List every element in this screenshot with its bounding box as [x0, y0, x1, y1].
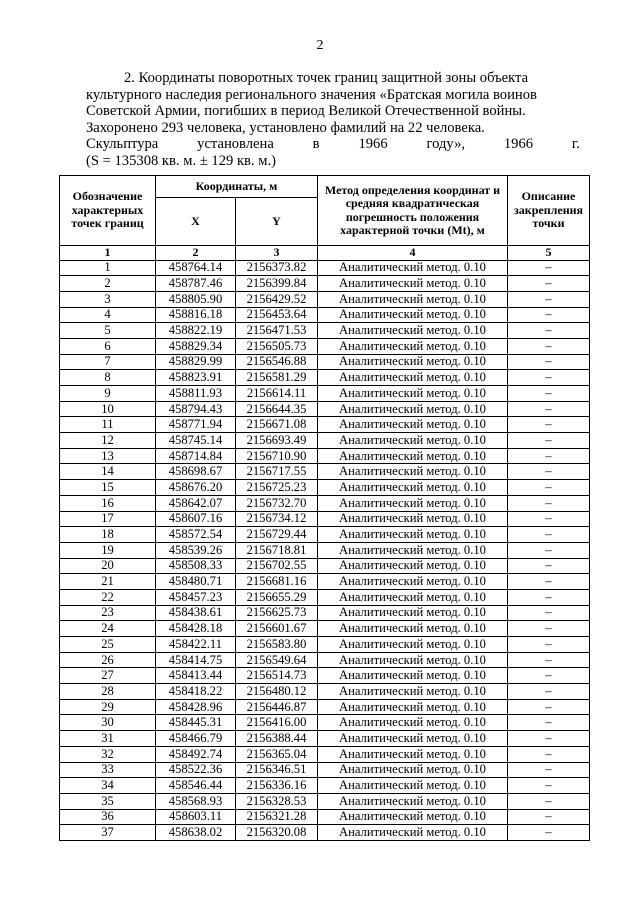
table-row — [60, 338, 590, 354]
column-number: 3 — [236, 246, 318, 261]
fixing-description: – — [508, 260, 590, 276]
x-coordinate: 458822.19 — [156, 323, 236, 339]
x-coordinate: 458539.26 — [156, 542, 236, 558]
x-coordinate: 458438.61 — [156, 605, 236, 621]
table-row — [60, 825, 590, 841]
fixing-description: – — [508, 527, 590, 543]
y-coordinate: 2156710.90 — [236, 448, 318, 464]
fixing-description: – — [508, 558, 590, 574]
column-number: 1 — [60, 246, 156, 261]
point-number: 35 — [60, 793, 156, 809]
method-accuracy: Аналитический метод. 0.10 — [318, 480, 508, 496]
table-row — [60, 323, 590, 339]
method-accuracy: Аналитический метод. 0.10 — [318, 684, 508, 700]
point-number: 16 — [60, 495, 156, 511]
y-coordinate: 2156336.16 — [236, 778, 318, 794]
y-coordinate: 2156429.52 — [236, 291, 318, 307]
fixing-description: – — [508, 684, 590, 700]
header-x: X — [156, 198, 236, 246]
fixing-description: – — [508, 323, 590, 339]
point-number: 17 — [60, 511, 156, 527]
y-coordinate: 2156399.84 — [236, 276, 318, 292]
y-coordinate: 2156373.82 — [236, 260, 318, 276]
table-row — [60, 589, 590, 605]
fixing-description: – — [508, 731, 590, 747]
intro-line: Захоронено 293 человека, установлено фамилий на 22 человека. — [86, 119, 485, 136]
x-coordinate: 458428.96 — [156, 699, 236, 715]
fixing-description: – — [508, 354, 590, 370]
x-coordinate: 458568.93 — [156, 793, 236, 809]
table-row — [60, 448, 590, 464]
x-coordinate: 458811.93 — [156, 386, 236, 402]
fixing-description: – — [508, 448, 590, 464]
table-row — [60, 433, 590, 449]
method-accuracy: Аналитический метод. 0.10 — [318, 448, 508, 464]
point-number: 1 — [60, 260, 156, 276]
header-designation: Обозначение характерных точек границ — [60, 176, 156, 246]
x-coordinate: 458492.74 — [156, 746, 236, 762]
method-accuracy: Аналитический метод. 0.10 — [318, 401, 508, 417]
page-number: 2 — [316, 38, 324, 53]
point-number: 27 — [60, 668, 156, 684]
method-accuracy: Аналитический метод. 0.10 — [318, 715, 508, 731]
point-number: 30 — [60, 715, 156, 731]
x-coordinate: 458480.71 — [156, 574, 236, 590]
x-coordinate: 458466.79 — [156, 731, 236, 747]
fixing-description: – — [508, 652, 590, 668]
method-accuracy: Аналитический метод. 0.10 — [318, 291, 508, 307]
intro-word: году», — [426, 136, 466, 153]
fixing-description: – — [508, 589, 590, 605]
method-accuracy: Аналитический метод. 0.10 — [318, 527, 508, 543]
table-row — [60, 793, 590, 809]
y-coordinate: 2156549.64 — [236, 652, 318, 668]
header-coordinates: Координаты, м — [156, 176, 318, 198]
table-row — [60, 746, 590, 762]
method-accuracy: Аналитический метод. 0.10 — [318, 464, 508, 480]
method-accuracy: Аналитический метод. 0.10 — [318, 637, 508, 653]
y-coordinate: 2156693.49 — [236, 433, 318, 449]
intro-word: г. — [571, 136, 580, 153]
point-number: 23 — [60, 605, 156, 621]
header-y: Y — [236, 198, 318, 246]
y-coordinate: 2156614.11 — [236, 386, 318, 402]
x-coordinate: 458607.16 — [156, 511, 236, 527]
y-coordinate: 2156365.04 — [236, 746, 318, 762]
point-number: 7 — [60, 354, 156, 370]
method-accuracy: Аналитический метод. 0.10 — [318, 652, 508, 668]
point-number: 14 — [60, 464, 156, 480]
point-number: 11 — [60, 417, 156, 433]
fixing-description: – — [508, 605, 590, 621]
fixing-description: – — [508, 370, 590, 386]
table-row — [60, 495, 590, 511]
method-accuracy: Аналитический метод. 0.10 — [318, 354, 508, 370]
point-number: 37 — [60, 825, 156, 841]
table-row — [60, 668, 590, 684]
fixing-description: – — [508, 621, 590, 637]
point-number: 25 — [60, 637, 156, 653]
x-coordinate: 458428.18 — [156, 621, 236, 637]
intro-justified-line — [86, 136, 580, 153]
fixing-description: – — [508, 464, 590, 480]
y-coordinate: 2156601.67 — [236, 621, 318, 637]
point-number: 18 — [60, 527, 156, 543]
fixing-description: – — [508, 637, 590, 653]
table-row — [60, 637, 590, 653]
y-coordinate: 2156681.16 — [236, 574, 318, 590]
method-accuracy: Аналитический метод. 0.10 — [318, 825, 508, 841]
x-coordinate: 458572.54 — [156, 527, 236, 543]
x-coordinate: 458638.02 — [156, 825, 236, 841]
fixing-description: – — [508, 542, 590, 558]
method-accuracy: Аналитический метод. 0.10 — [318, 668, 508, 684]
y-coordinate: 2156320.08 — [236, 825, 318, 841]
intro-word: 1966 — [503, 136, 534, 153]
y-coordinate: 2156702.55 — [236, 558, 318, 574]
table-row — [60, 621, 590, 637]
table-row — [60, 307, 590, 323]
y-coordinate: 2156416.00 — [236, 715, 318, 731]
point-number: 29 — [60, 699, 156, 715]
x-coordinate: 458546.44 — [156, 778, 236, 794]
column-number: 5 — [508, 246, 590, 261]
point-number: 2 — [60, 276, 156, 292]
method-accuracy: Аналитический метод. 0.10 — [318, 323, 508, 339]
point-number: 13 — [60, 448, 156, 464]
method-accuracy: Аналитический метод. 0.10 — [318, 778, 508, 794]
table-row — [60, 652, 590, 668]
point-number: 22 — [60, 589, 156, 605]
x-coordinate: 458676.20 — [156, 480, 236, 496]
method-accuracy: Аналитический метод. 0.10 — [318, 433, 508, 449]
method-accuracy: Аналитический метод. 0.10 — [318, 621, 508, 637]
x-coordinate: 458829.99 — [156, 354, 236, 370]
x-coordinate: 458787.46 — [156, 276, 236, 292]
x-coordinate: 458413.44 — [156, 668, 236, 684]
method-accuracy: Аналитический метод. 0.10 — [318, 307, 508, 323]
point-number: 12 — [60, 433, 156, 449]
fixing-description: – — [508, 291, 590, 307]
method-accuracy: Аналитический метод. 0.10 — [318, 417, 508, 433]
y-coordinate: 2156644.35 — [236, 401, 318, 417]
y-coordinate: 2156480.12 — [236, 684, 318, 700]
point-number: 8 — [60, 370, 156, 386]
point-number: 10 — [60, 401, 156, 417]
y-coordinate: 2156718.81 — [236, 542, 318, 558]
point-number: 32 — [60, 746, 156, 762]
fixing-description: – — [508, 762, 590, 778]
y-coordinate: 2156671.08 — [236, 417, 318, 433]
x-coordinate: 458698.67 — [156, 464, 236, 480]
table-row — [60, 762, 590, 778]
y-coordinate: 2156583.80 — [236, 637, 318, 653]
y-coordinate: 2156514.73 — [236, 668, 318, 684]
y-coordinate: 2156505.73 — [236, 338, 318, 354]
method-accuracy: Аналитический метод. 0.10 — [318, 370, 508, 386]
table-body — [60, 260, 590, 840]
coordinates-table — [59, 175, 590, 841]
y-coordinate: 2156725.23 — [236, 480, 318, 496]
fixing-description: – — [508, 495, 590, 511]
x-coordinate: 458418.22 — [156, 684, 236, 700]
fixing-description: – — [508, 668, 590, 684]
column-number: 4 — [318, 246, 508, 261]
x-coordinate: 458714.84 — [156, 448, 236, 464]
table-row — [60, 260, 590, 276]
method-accuracy: Аналитический метод. 0.10 — [318, 511, 508, 527]
method-accuracy: Аналитический метод. 0.10 — [318, 809, 508, 825]
table-row — [60, 480, 590, 496]
fixing-description: – — [508, 715, 590, 731]
x-coordinate: 458422.11 — [156, 637, 236, 653]
x-coordinate: 458522.36 — [156, 762, 236, 778]
column-number: 2 — [156, 246, 236, 261]
header-description: Описание закрепления точки — [508, 176, 590, 246]
table-row — [60, 354, 590, 370]
fixing-description: – — [508, 307, 590, 323]
point-number: 3 — [60, 291, 156, 307]
x-coordinate: 458816.18 — [156, 307, 236, 323]
table-row — [60, 558, 590, 574]
table-row — [60, 291, 590, 307]
fixing-description: – — [508, 574, 590, 590]
intro-word: в — [312, 136, 320, 153]
method-accuracy: Аналитический метод. 0.10 — [318, 558, 508, 574]
method-accuracy: Аналитический метод. 0.10 — [318, 260, 508, 276]
fixing-description: – — [508, 401, 590, 417]
method-accuracy: Аналитический метод. 0.10 — [318, 605, 508, 621]
x-coordinate: 458603.11 — [156, 809, 236, 825]
point-number: 9 — [60, 386, 156, 402]
method-accuracy: Аналитический метод. 0.10 — [318, 589, 508, 605]
y-coordinate: 2156655.29 — [236, 589, 318, 605]
x-coordinate: 458445.31 — [156, 715, 236, 731]
point-number: 36 — [60, 809, 156, 825]
point-number: 33 — [60, 762, 156, 778]
intro-word: 1966 — [358, 136, 388, 153]
table-row — [60, 401, 590, 417]
table-row — [60, 464, 590, 480]
x-coordinate: 458414.75 — [156, 652, 236, 668]
fixing-description: – — [508, 699, 590, 715]
point-number: 28 — [60, 684, 156, 700]
fixing-description: – — [508, 386, 590, 402]
fixing-description: – — [508, 338, 590, 354]
point-number: 34 — [60, 778, 156, 794]
y-coordinate: 2156346.51 — [236, 762, 318, 778]
intro-word: Скульптура — [86, 136, 159, 153]
y-coordinate: 2156581.29 — [236, 370, 318, 386]
y-coordinate: 2156388.44 — [236, 731, 318, 747]
point-number: 31 — [60, 731, 156, 747]
y-coordinate: 2156321.28 — [236, 809, 318, 825]
y-coordinate: 2156453.64 — [236, 307, 318, 323]
table-row — [60, 276, 590, 292]
table-row — [60, 731, 590, 747]
method-accuracy: Аналитический метод. 0.10 — [318, 762, 508, 778]
fixing-description: – — [508, 793, 590, 809]
intro-paragraph — [86, 70, 580, 170]
point-number: 21 — [60, 574, 156, 590]
table-row — [60, 542, 590, 558]
y-coordinate: 2156625.73 — [236, 605, 318, 621]
fixing-description: – — [508, 511, 590, 527]
table-row — [60, 574, 590, 590]
y-coordinate: 2156446.87 — [236, 699, 318, 715]
fixing-description: – — [508, 276, 590, 292]
fixing-description: – — [508, 825, 590, 841]
intro-line: Советской Армии, погибших в период Великой Отечественной войны. — [86, 103, 526, 120]
table-row — [60, 778, 590, 794]
header-method: Метод определения координат и средняя квадратическая погрешность положения характерной точки (Mt), м — [318, 176, 508, 246]
intro-area-line: (S = 135308 кв. м. ± 129 кв. м.) — [86, 152, 276, 169]
x-coordinate: 458508.33 — [156, 558, 236, 574]
x-coordinate: 458805.90 — [156, 291, 236, 307]
method-accuracy: Аналитический метод. 0.10 — [318, 276, 508, 292]
table-row — [60, 684, 590, 700]
point-number: 6 — [60, 338, 156, 354]
y-coordinate: 2156734.12 — [236, 511, 318, 527]
x-coordinate: 458794.43 — [156, 401, 236, 417]
x-coordinate: 458764.14 — [156, 260, 236, 276]
point-number: 24 — [60, 621, 156, 637]
table-row — [60, 809, 590, 825]
fixing-description: – — [508, 778, 590, 794]
method-accuracy: Аналитический метод. 0.10 — [318, 731, 508, 747]
table-row — [60, 386, 590, 402]
method-accuracy: Аналитический метод. 0.10 — [318, 574, 508, 590]
y-coordinate: 2156732.70 — [236, 495, 318, 511]
table-row — [60, 370, 590, 386]
point-number: 4 — [60, 307, 156, 323]
point-number: 26 — [60, 652, 156, 668]
intro-line: 2. Координаты поворотных точек границ защитной зоны объекта — [124, 70, 529, 86]
y-coordinate: 2156471.53 — [236, 323, 318, 339]
fixing-description: – — [508, 746, 590, 762]
y-coordinate: 2156717.55 — [236, 464, 318, 480]
y-coordinate: 2156328.53 — [236, 793, 318, 809]
table-row — [60, 699, 590, 715]
point-number: 20 — [60, 558, 156, 574]
method-accuracy: Аналитический метод. 0.10 — [318, 746, 508, 762]
method-accuracy: Аналитический метод. 0.10 — [318, 495, 508, 511]
table-row — [60, 605, 590, 621]
fixing-description: – — [508, 480, 590, 496]
y-coordinate: 2156729.44 — [236, 527, 318, 543]
x-coordinate: 458771.94 — [156, 417, 236, 433]
method-accuracy: Аналитический метод. 0.10 — [318, 386, 508, 402]
x-coordinate: 458457.23 — [156, 589, 236, 605]
fixing-description: – — [508, 433, 590, 449]
table-row — [60, 527, 590, 543]
table-row — [60, 417, 590, 433]
table-row — [60, 715, 590, 731]
x-coordinate: 458745.14 — [156, 433, 236, 449]
point-number: 15 — [60, 480, 156, 496]
intro-line: культурного наследия регионального значения «Братская могила воинов — [86, 86, 537, 103]
intro-word: установлена — [197, 136, 274, 153]
method-accuracy: Аналитический метод. 0.10 — [318, 793, 508, 809]
x-coordinate: 458829.34 — [156, 338, 236, 354]
method-accuracy: Аналитический метод. 0.10 — [318, 338, 508, 354]
method-accuracy: Аналитический метод. 0.10 — [318, 699, 508, 715]
fixing-description: – — [508, 809, 590, 825]
y-coordinate: 2156546.88 — [236, 354, 318, 370]
x-coordinate: 458642.07 — [156, 495, 236, 511]
point-number: 19 — [60, 542, 156, 558]
fixing-description: – — [508, 417, 590, 433]
table-row — [60, 511, 590, 527]
method-accuracy: Аналитический метод. 0.10 — [318, 542, 508, 558]
point-number: 5 — [60, 323, 156, 339]
x-coordinate: 458823.91 — [156, 370, 236, 386]
